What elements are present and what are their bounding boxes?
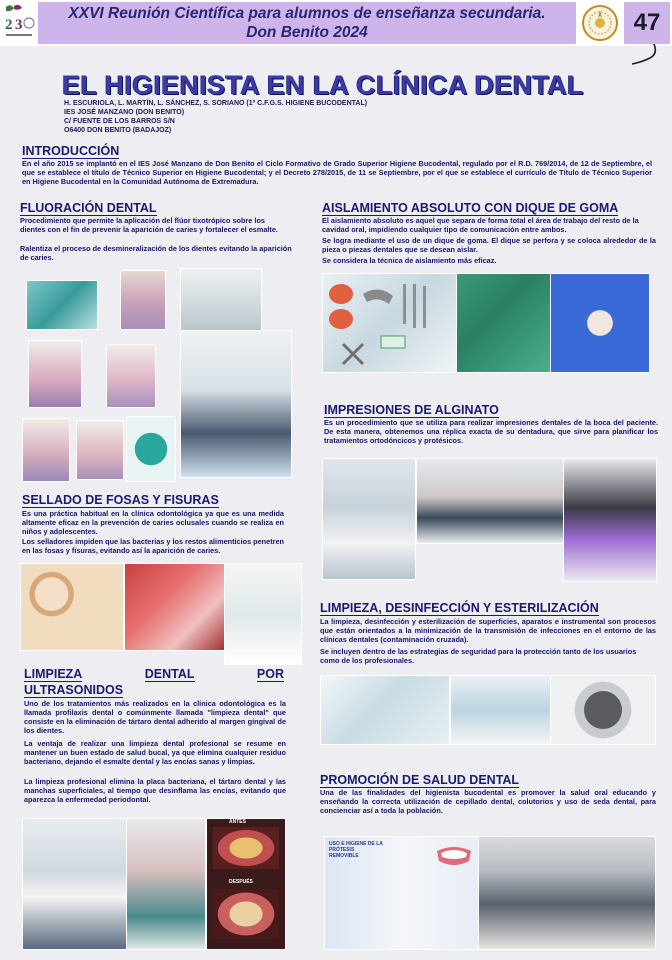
fluor-application-photo — [180, 330, 292, 478]
classroom-talk-photo — [478, 836, 656, 950]
aislamiento-heading: AISLAMIENTO ABSOLUTO CON DIQUE DE GOMA — [322, 201, 619, 215]
fluor-student-photo — [120, 270, 166, 330]
instruments-drawing-icon — [323, 274, 457, 372]
promocion-heading: PROMOCIÓN DE SALUD DENTAL — [320, 773, 520, 787]
fluor-student-photo-2 — [28, 340, 82, 408]
header-line1: XXVI Reunión Científica para alumnos de enseñanza secundaria. — [68, 5, 546, 22]
postal-line: O6400 DON BENITO (BADAJOZ) — [64, 127, 172, 134]
fluor-tray-photo — [26, 280, 98, 330]
after-teeth-photo — [213, 889, 279, 939]
intro-heading: INTRODUCCIÓN — [22, 144, 120, 158]
leaflet-title: USO E HIGIENE DE LA PRÓTESIS REMOVIBLE — [329, 841, 383, 859]
fluor-clinic-photo — [180, 268, 262, 332]
header-line2: Don Benito 2024 — [246, 24, 368, 41]
fluoracion-text-2: Ralentiza el proceso de desmineralización de los dientes evitando la aparición de caries. — [20, 244, 292, 262]
autoclave-photo — [550, 675, 656, 745]
before-after-photo — [206, 818, 286, 950]
ultrasonic-patient-photo — [126, 818, 206, 950]
ultrasonidos-text-2: La ventaja de realizar una limpieza dental profesional se resume en mantener un buen estado de salud bucal, ya que elimina cualquier residuo bacteriano, dejando el esmalte dental y las encías sanas y limpias. — [24, 739, 286, 766]
denture-icon — [435, 845, 473, 869]
after-label: DESPUÉS — [229, 879, 253, 885]
curl-decoration-icon — [624, 44, 664, 68]
ultrasonidos-heading-word-2: DENTAL — [144, 667, 195, 681]
anniversary-logo-icon — [2, 3, 36, 41]
aislamiento-text-1: El aislamiento absoluto es aquel que separa de forma total el área de trabajo del resto de la cavidad oral, impidiendo cualquier tipo de comunicación entre ambos. — [322, 216, 639, 234]
fluoracion-text-1: Procedimiento que permite la aplicación del flúor tixotrópico sobre los dientes con el fin de prevenir la aparición de caries y fortalecer el esmalte. — [20, 216, 278, 234]
sealant-application-photo — [124, 563, 226, 651]
limpieza-desinf-text-2: Se incluyen dentro de las estrategias de seguridad para la protección tanto de los usuarios como de los profesionales. — [320, 647, 637, 665]
poster-title: EL HIGIENISTA EN LA CLÍNICA DENTAL — [62, 70, 584, 100]
ultrasonidos-heading-word-1: LIMPIEZA — [24, 667, 83, 681]
limpieza-desinf-text-1: La limpieza, desinfección y esterilización de superficies, aparatos e instrumental son procesos que están orientados a la minimización de la transmisión de infecciones en el entorno de las clínicas dentales (contaminación cruzada). — [320, 617, 656, 644]
ultrasonidos-heading-row — [24, 667, 284, 682]
seal-logo-icon — [578, 2, 622, 44]
fluor-student-photo-4 — [22, 418, 70, 482]
svg-text:2: 2 — [5, 17, 13, 33]
fluor-tray-closeup-photo — [126, 416, 176, 482]
sterilization-pouches-photo — [320, 675, 450, 745]
ultrasonidos-text-1: Uno de los tratamientos más realizados en la clínica odontológica es la llamada profilaxis dental o comúnmente llamada "limpieza dental" que consiste en la eliminación de tártaro dental adherido al margen gingival de los dientes. — [24, 699, 286, 735]
aislamiento-text-3: Se considera la técnica de aislamiento más eficaz. — [322, 256, 497, 265]
authors-line: H. ESCURIOLA, L. MARTÍN, L. SÁNCHEZ, S. SORIANO (1º C.F.G.S. HIGIENE BUCODENTAL) — [64, 100, 368, 107]
sellado-heading: SELLADO DE FOSAS Y FISURAS — [22, 493, 219, 507]
dam-instruments-photo — [322, 273, 458, 373]
impresiones-text: Es un procedimiento que se utiliza para realizar impresiones dentales de la boca del paciente. De esta manera, obtenemos una réplica exacta de su dentadura, que sirve para planificar los tratamientos ortodóncicos y protésicos. — [324, 418, 658, 445]
impression-students-photo — [322, 458, 416, 580]
dam-on-teeth-photo — [550, 273, 650, 373]
ultrasonidos-heading-word-3: POR — [256, 667, 284, 681]
sellado-text-2: Los selladores impiden que las bacterias y los restos alimenticios penetren en las fosas y fisuras, evitando así la aparición de caries. — [22, 537, 284, 555]
poster-number: 47 — [624, 2, 670, 44]
prosthesis-leaflet-photo — [324, 836, 480, 950]
sealant-syringes-photo — [224, 563, 302, 665]
ultrasonidos-heading-word-4: ULTRASONIDOS — [24, 683, 124, 697]
school-line: IES JOSÉ MANZANO (DON BENITO) — [64, 109, 185, 116]
promocion-text: Una de las finalidades del higienista bucodental es promover la salud oral educando y enseñando la correcta utilización de cepillado dental, colutorios y uso de seda dental, para concienciar así a toda la población. — [320, 788, 656, 815]
fluoracion-heading: FLUORACIÓN DENTAL — [20, 201, 157, 215]
intro-text: En el año 2015 se implantó en el IES José Manzano de Don Benito el Ciclo Formativo de Grado Superior Higiene Bucodental, regulado por el R.D. 769/2014, de 12 de Septiembre, el que se establece el título de Técnico Superior en Higiene Bucodental; y el Decreto 278/2015, de 11 se Septiembre, por el que se establece el currículo de Título de Técnico Superior en Higiene Bucodental en la Comunidad Autónoma de Extremadura. — [22, 159, 652, 186]
address-line: C/ FUENTE DE LOS BARROS S/N — [64, 118, 175, 125]
aislamiento-text-2: Se logra mediante el uso de un dique de goma. El dique se perfora y se coloca alrededor de la pieza o piezas dentales que se desean aislar. — [322, 236, 656, 254]
before-label: ANTES — [229, 819, 246, 825]
ultrasonidos-text-3: La limpieza profesional elimina la placa bacteriana, el tártaro dental y las manchas superficiales, al tiempo que desinflama las encías, evitando que aparezca la enfermedad periodontal. — [24, 777, 286, 804]
fluor-student-photo-3 — [106, 344, 156, 408]
before-teeth-photo — [213, 827, 279, 869]
dental-dam-photo — [456, 273, 552, 373]
limpieza-desinf-heading: LIMPIEZA, DESINFECCIÓN Y ESTERILIZACIÓN — [320, 601, 599, 615]
ultrasonic-bath-photo — [450, 675, 552, 745]
svg-text:3: 3 — [15, 17, 23, 33]
ultrasonic-cleaning-photo — [22, 818, 128, 950]
molars-photo — [20, 563, 124, 651]
fluor-student-photo-5 — [76, 420, 124, 480]
sellado-text-1: Es una práctica habitual en la clínica odontológica ya que es una medida altamente eficaz en la prevención de caries oclusales cuando se realiza en niños y adolescentes. — [22, 509, 284, 536]
alginate-tray-photo — [563, 458, 657, 582]
impression-taking-photo — [416, 458, 564, 544]
impresiones-heading: IMPRESIONES DE ALGINATO — [324, 403, 499, 417]
